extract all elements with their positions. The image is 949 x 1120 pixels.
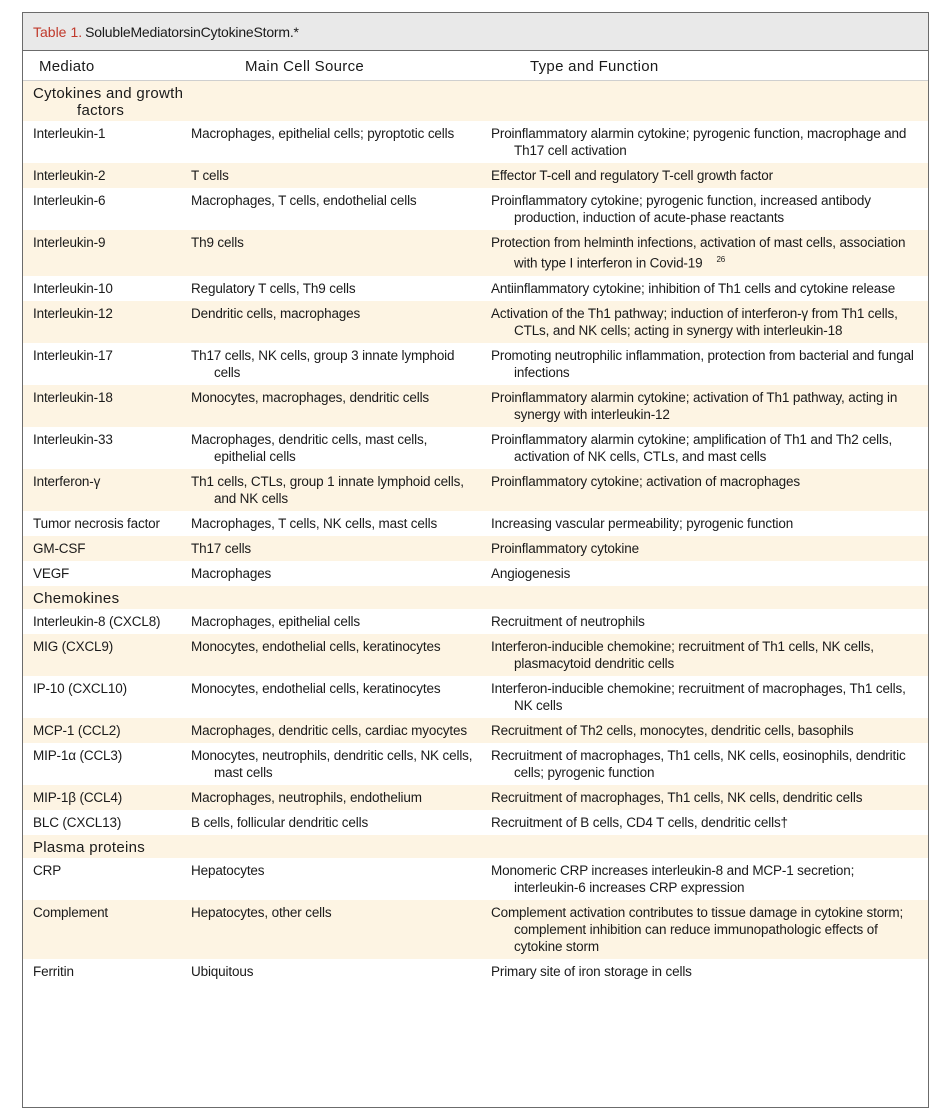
cell-mediator	[23, 276, 181, 301]
cell-mediator-text: Interleukin-2	[33, 168, 106, 183]
cell-function-text: Proinflammatory alarmin cytokine; pyrogenic function, macrophage and Th17 cell activation	[491, 126, 907, 158]
cell-function-text: Angiogenesis	[491, 565, 571, 581]
cell-mediator	[23, 785, 181, 810]
table-row	[23, 743, 928, 785]
cell-mediator	[23, 385, 181, 427]
cell-mediator-text: Interleukin-1	[33, 126, 106, 141]
header-function: Type and Function	[481, 51, 928, 81]
cell-source-text: Th9 cells	[191, 235, 244, 250]
cell-mediator	[23, 561, 181, 586]
table-row	[23, 810, 928, 835]
cell-function	[481, 718, 928, 743]
table-row	[23, 427, 928, 469]
cell-function	[481, 609, 928, 634]
cell-function-text: Effector T-cell and regulatory T-cell growth factor	[491, 168, 773, 183]
cell-mediator	[23, 676, 181, 718]
cell-function	[481, 385, 928, 427]
cell-source-text: Th17 cells	[191, 540, 252, 556]
cell-function-text: Proinflammatory cytokine; activation of macrophages	[491, 473, 800, 489]
cell-function	[481, 785, 928, 810]
cell-function	[481, 469, 928, 511]
cell-function-text: Recruitment of macrophages, Th1 cells, NK cells, eosinophils, dendritic cells; pyrogenic function	[491, 747, 906, 780]
cell-source-text: B cells, follicular dendritic cells	[191, 814, 369, 830]
table-body	[23, 81, 928, 984]
cell-source	[181, 276, 481, 301]
cell-function	[481, 634, 928, 676]
section-name: Chemokines	[33, 589, 120, 607]
cell-source	[181, 959, 481, 984]
cell-source	[181, 561, 481, 586]
section-name: Plasma proteins	[33, 838, 146, 856]
cell-source-text: Macrophages, T cells, endothelial cells	[191, 193, 417, 208]
cell-source	[181, 385, 481, 427]
cell-source-text: Th17 cells, NK cells, group 3 innate lymphoid cells	[191, 347, 455, 380]
cell-source	[181, 121, 481, 163]
cell-source-text: T cells	[191, 168, 229, 183]
cell-mediator-text: Interleukin-8 (CXCL8)	[33, 613, 161, 629]
cell-function	[481, 561, 928, 586]
cell-source-text: Macrophages, T cells, NK cells, mast cells	[191, 515, 438, 531]
cell-mediator	[23, 810, 181, 835]
table-row	[23, 230, 928, 276]
cell-source	[181, 810, 481, 835]
cell-mediator	[23, 858, 181, 900]
table-row	[23, 188, 928, 230]
section-row	[23, 81, 928, 122]
cell-source	[181, 301, 481, 343]
cell-mediator-text: Interferon-γ	[33, 473, 101, 489]
table-row	[23, 858, 928, 900]
header-row	[23, 51, 928, 81]
table-caption	[23, 13, 928, 51]
cell-function-text: Interferon-inducible chemokine; recruitment of Th1 cells, NK cells, plasmacytoid dendritic cells	[491, 638, 874, 671]
cell-mediator	[23, 301, 181, 343]
cell-function-text: Proinflammatory cytokine; pyrogenic function, increased antibody production, induction of acute-phase reactants	[491, 193, 871, 225]
section-heading	[23, 586, 928, 609]
cell-source	[181, 634, 481, 676]
cell-source	[181, 427, 481, 469]
cell-function-text: Proinflammatory cytokine	[491, 540, 639, 556]
table-number: 1.	[70, 23, 83, 40]
cell-function	[481, 810, 928, 835]
table-row	[23, 718, 928, 743]
cell-source-text: Macrophages, neutrophils, endothelium	[191, 789, 422, 805]
table-label: Table	[33, 23, 67, 40]
table-row	[23, 785, 928, 810]
header-mediator: Mediato	[23, 51, 181, 81]
cell-mediator-text: Interleukin-17	[33, 347, 113, 363]
header-source: Main Cell Source	[181, 51, 481, 81]
cell-source-text: Macrophages, epithelial cells	[191, 613, 360, 629]
cell-mediator	[23, 634, 181, 676]
cell-source	[181, 469, 481, 511]
cell-source-text: Monocytes, endothelial cells, keratinocytes	[191, 680, 441, 696]
table-row	[23, 959, 928, 984]
cell-mediator	[23, 469, 181, 511]
cell-mediator	[23, 536, 181, 561]
table-row	[23, 536, 928, 561]
cell-mediator-text: Complement	[33, 904, 109, 920]
cell-mediator-text: Interleukin-33	[33, 431, 113, 447]
cell-function	[481, 343, 928, 385]
cell-source-text: Hepatocytes	[191, 862, 265, 878]
cell-source	[181, 511, 481, 536]
cell-mediator-text: Interleukin-10	[33, 280, 113, 296]
cell-mediator	[23, 188, 181, 230]
cell-source	[181, 609, 481, 634]
cell-function-text: Primary site of iron storage in cells	[491, 963, 692, 979]
cell-function	[481, 301, 928, 343]
cell-mediator	[23, 743, 181, 785]
section-row	[23, 835, 928, 858]
cell-mediator-text: Interleukin-9	[33, 235, 106, 250]
table-row	[23, 561, 928, 586]
cell-function	[481, 121, 928, 163]
cell-function-text: Interferon-inducible chemokine; recruitment of macrophages, Th1 cells, NK cells	[491, 680, 906, 713]
cell-source	[181, 785, 481, 810]
section-heading	[23, 81, 928, 122]
cell-function-text: Antiinflammatory cytokine; inhibition of Th1 cells and cytokine release	[491, 280, 896, 296]
table-title: SolubleMediatorsinCytokineStorm.*	[85, 23, 299, 40]
cell-source-text: Dendritic cells, macrophages	[191, 305, 361, 321]
cell-source	[181, 676, 481, 718]
cell-mediator-text: MIP-1β (CCL4)	[33, 789, 123, 805]
cell-function	[481, 676, 928, 718]
cell-source	[181, 858, 481, 900]
cell-mediator	[23, 427, 181, 469]
cell-function	[481, 188, 928, 230]
cell-function	[481, 959, 928, 984]
cell-function-text: Proinflammatory alarmin cytokine; activation of Th1 pathway, acting in synergy with interleukin-12	[491, 389, 898, 422]
cell-source	[181, 900, 481, 959]
cell-source	[181, 343, 481, 385]
table-row	[23, 676, 928, 718]
cell-source-text: Macrophages, epithelial cells; pyroptotic cells	[191, 126, 455, 141]
cell-source-text: Regulatory T cells, Th9 cells	[191, 280, 356, 296]
table-row	[23, 900, 928, 959]
table-row	[23, 634, 928, 676]
table-row	[23, 511, 928, 536]
table-frame	[22, 12, 929, 1108]
cell-mediator	[23, 718, 181, 743]
cell-source-text: Monocytes, neutrophils, dendritic cells, NK cells, mast cells	[191, 747, 473, 780]
cell-mediator	[23, 163, 181, 188]
cell-source	[181, 163, 481, 188]
section-name-continued: factors	[77, 102, 125, 119]
cell-mediator-text: Interleukin-6	[33, 193, 106, 208]
cell-function	[481, 163, 928, 188]
cell-source-text: Macrophages, dendritic cells, mast cells, epithelial cells	[191, 431, 428, 464]
cell-function	[481, 230, 928, 276]
cell-source	[181, 536, 481, 561]
cell-function	[481, 900, 928, 959]
cell-mediator-text: Ferritin	[33, 963, 74, 979]
cell-source	[181, 718, 481, 743]
cell-mediator-text: Tumor necrosis factor	[33, 515, 160, 531]
cell-function	[481, 858, 928, 900]
section-heading	[23, 835, 928, 858]
cell-source-text: Macrophages	[191, 565, 272, 581]
cell-mediator	[23, 121, 181, 163]
table-row	[23, 469, 928, 511]
cell-source-text: Th1 cells, CTLs, group 1 innate lymphoid cells, and NK cells	[191, 473, 464, 506]
reference-superscript: 26	[716, 255, 726, 264]
cell-function-text: Promoting neutrophilic inflammation, protection from bacterial and fungal infections	[491, 347, 914, 380]
cell-mediator-text: Interleukin-12	[33, 305, 113, 321]
table-row	[23, 276, 928, 301]
cell-source-text: Ubiquitous	[191, 963, 254, 979]
cell-mediator	[23, 900, 181, 959]
cell-mediator-text: MIG (CXCL9)	[33, 638, 114, 654]
table-row	[23, 301, 928, 343]
cell-mediator	[23, 511, 181, 536]
cell-function-text: Protection from helminth infections, activation of mast cells, association with type I interferon in Covid-19	[491, 235, 906, 271]
cell-function-text: Recruitment of B cells, CD4 T cells, dendritic cells†	[491, 814, 788, 830]
cell-function-text: Recruitment of Th2 cells, monocytes, dendritic cells, basophils	[491, 722, 854, 738]
cell-mediator	[23, 609, 181, 634]
cell-mediator-text: BLC (CXCL13)	[33, 814, 122, 830]
cell-function-text: Proinflammatory alarmin cytokine; amplification of Th1 and Th2 cells, activation of NK cells, CTLs, and mast cells	[491, 431, 893, 464]
cell-function-text: Increasing vascular permeability; pyrogenic function	[491, 515, 794, 531]
cell-source-text: Monocytes, macrophages, dendritic cells	[191, 389, 430, 405]
cell-mediator-text: VEGF	[33, 565, 70, 581]
cell-function-text: Complement activation contributes to tissue damage in cytokine storm; complement inhibition can reduce immunopathologic effects of cytokine storm	[491, 904, 904, 954]
cell-source-text: Macrophages, dendritic cells, cardiac myocytes	[191, 722, 467, 738]
table-row	[23, 343, 928, 385]
cell-mediator-text: GM-CSF	[33, 540, 86, 556]
cell-source	[181, 188, 481, 230]
section-name: Cytokines and growth	[33, 85, 184, 102]
cell-mediator-text: Interleukin-18	[33, 389, 113, 405]
section-row	[23, 586, 928, 609]
table-row	[23, 385, 928, 427]
cell-mediator-text: MIP-1α (CCL3)	[33, 747, 123, 763]
cell-mediator	[23, 230, 181, 276]
cell-function	[481, 276, 928, 301]
cell-function	[481, 743, 928, 785]
cell-function-text: Activation of the Th1 pathway; induction of interferon-γ from Th1 cells, CTLs, and NK cells; acting in synergy with interleukin-18	[491, 305, 898, 338]
cell-source-text: Monocytes, endothelial cells, keratinocytes	[191, 638, 441, 654]
mediators-table	[23, 51, 928, 984]
cell-mediator-text: MCP-1 (CCL2)	[33, 722, 121, 738]
cell-mediator-text: CRP	[33, 862, 62, 878]
cell-mediator-text: IP-10 (CXCL10)	[33, 680, 127, 696]
cell-function-text: Monomeric CRP increases interleukin-8 and MCP-1 secretion; interleukin-6 increases CRP expression	[491, 862, 855, 895]
cell-function-text: Recruitment of neutrophils	[491, 613, 645, 629]
cell-function	[481, 427, 928, 469]
cell-source	[181, 743, 481, 785]
table-row	[23, 121, 928, 163]
table-row	[23, 163, 928, 188]
table-row	[23, 609, 928, 634]
cell-mediator	[23, 343, 181, 385]
cell-function	[481, 536, 928, 561]
cell-source	[181, 230, 481, 276]
cell-function-text: Recruitment of macrophages, Th1 cells, NK cells, dendritic cells	[491, 789, 863, 805]
cell-function	[481, 511, 928, 536]
cell-source-text: Hepatocytes, other cells	[191, 904, 332, 920]
cell-mediator	[23, 959, 181, 984]
